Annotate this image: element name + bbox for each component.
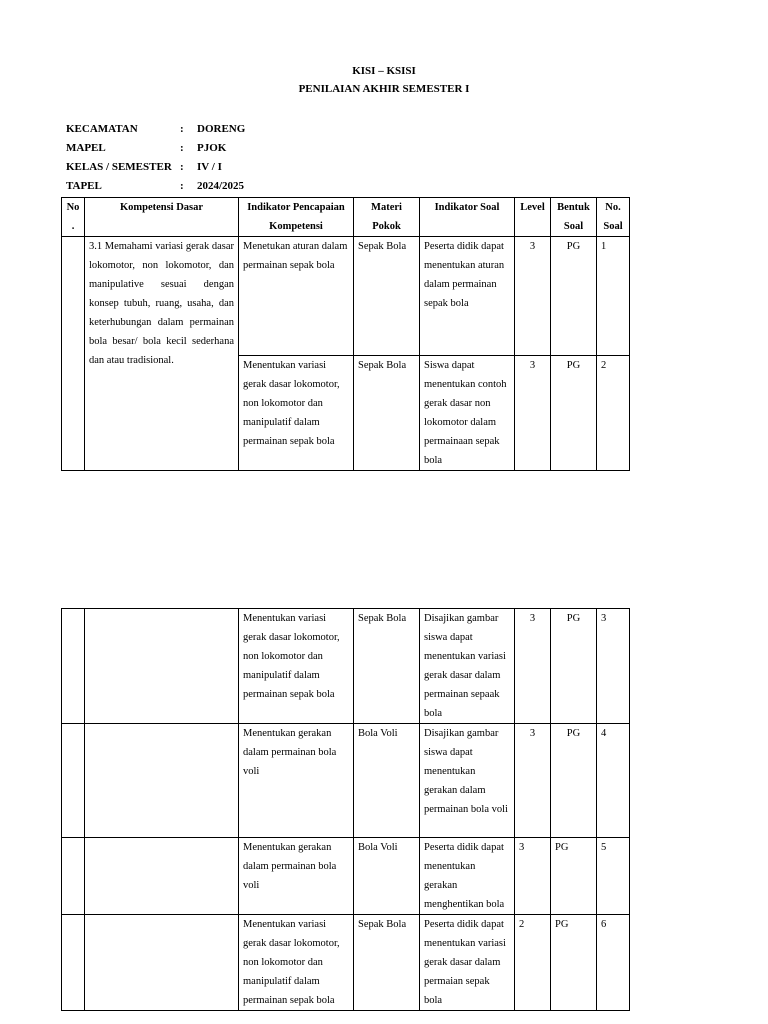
info-label: KECAMATAN [66,123,138,135]
cell-level: 3 [515,237,551,356]
cell-indikator-soal: Peserta didik dapat menentukan gerakan menghentikan bola [420,838,515,915]
info-value: 2024/2025 [197,180,245,192]
cell-kompetensi-dasar: 3.1 Memahami variasi gerak dasar lokomotor, non lokomotor, dan manipulative sesuai dengan konsep tubuh, ruang, usaha, dan keterhubungan dalam permainan bola besar/ bola kecil sederhana dan atau tradisional. [85,237,239,471]
header-indikator-soal: Indikator Soal [420,198,515,237]
table-row [62,915,630,1011]
cell-indikator-pencapaian: Menetukan aturan dalam permainan sepak bola [239,237,354,356]
cell-kompetensi-dasar [85,838,239,915]
cell-indikator-pencapaian: Menentukan variasi gerak dasar lokomotor, non lokomotor dan manipulatif dalam permainan sepak bola [239,609,354,724]
header-bentuk-soal: Bentuk Soal [551,198,597,237]
cell-no [62,609,85,724]
cell-materi: Sepak Bola [354,915,420,1011]
cell-bentuk: PG [551,609,597,724]
info-label: MAPEL [66,142,106,154]
cell-no-soal: 2 [597,356,630,471]
cell-materi: Sepak Bola [354,356,420,471]
cell-indikator-soal: Siswa dapat menentukan contoh gerak dasar non lokomotor dalam permainaan sepak bola [420,356,515,471]
cell-no [62,915,85,1011]
info-colon: : [180,142,184,154]
document-title: KISI – KSISI [352,65,416,77]
header-indikator-pencapaian: Indikator Pencapaian Kompetensi [239,198,354,237]
cell-level: 3 [515,609,551,724]
table-header-row [62,198,630,237]
info-row-kelas [66,159,245,178]
info-value: PJOK [197,142,227,154]
cell-indikator-soal: Peserta didik dapat menentukan variasi gerak dasar dalam permaian sepak bola [420,915,515,1011]
header-level: Level [515,198,551,237]
cell-no [62,237,85,471]
kisi-table-page2 [61,608,630,1011]
cell-no [62,838,85,915]
cell-no-soal: 1 [597,237,630,356]
cell-no [62,724,85,838]
cell-kompetensi-dasar [85,915,239,1011]
cell-indikator-pencapaian: Menentukan variasi gerak dasar lokomotor, non lokomotor dan manipulatif dalam permainan sepak bola [239,915,354,1011]
cell-indikator-pencapaian: Menentukan gerakan dalam permainan bola voli [239,838,354,915]
cell-materi: Sepak Bola [354,609,420,724]
info-row-mapel [66,140,245,159]
header-no: No . [62,198,85,237]
cell-no-soal: 5 [597,838,630,915]
cell-level: 3 [515,724,551,838]
cell-bentuk: PG [551,356,597,471]
info-label: KELAS / SEMESTER [66,161,172,173]
cell-materi: Bola Voli [354,724,420,838]
cell-level: 3 [515,838,551,915]
document-subtitle: PENILAIAN AKHIR SEMESTER I [298,83,470,95]
cell-kompetensi-dasar [85,609,239,724]
table-row [62,609,630,724]
header-no-soal: No. Soal [597,198,630,237]
cell-indikator-soal: Disajikan gambar siswa dapat menentukan variasi gerak dasar dalam permainan sepaak bola [420,609,515,724]
table-row [62,724,630,838]
cell-bentuk: PG [551,838,597,915]
cell-indikator-soal: Peserta didik dapat menentukan aturan dalam permainan sepak bola [420,237,515,356]
cell-level: 2 [515,915,551,1011]
info-label: TAPEL [66,180,102,192]
cell-level: 3 [515,356,551,471]
cell-no-soal: 3 [597,609,630,724]
cell-indikator-pencapaian: Menentukan variasi gerak dasar lokomotor, non lokomotor dan manipulatif dalam permainan sepak bola [239,356,354,471]
cell-bentuk: PG [551,915,597,1011]
cell-no-soal: 6 [597,915,630,1011]
table-row [62,838,630,915]
info-row-kecamatan [66,121,245,140]
cell-materi: Sepak Bola [354,237,420,356]
info-colon: : [180,180,184,192]
kisi-table-page1 [61,197,630,471]
info-value: DORENG [197,123,246,135]
info-value: IV / I [197,161,222,173]
cell-kompetensi-dasar [85,724,239,838]
info-row-tapel [66,178,245,197]
cell-bentuk: PG [551,724,597,838]
header-kompetensi-dasar: Kompetensi Dasar [85,198,239,237]
cell-indikator-pencapaian: Menentukan gerakan dalam permainan bola voli [239,724,354,838]
info-colon: : [180,161,184,173]
header-materi-pokok: Materi Pokok [354,198,420,237]
info-block [66,121,245,197]
cell-indikator-soal: Disajikan gambar siswa dapat menentukan gerakan dalam permainan bola voli [420,724,515,838]
cell-materi: Bola Voli [354,838,420,915]
cell-no-soal: 4 [597,724,630,838]
cell-bentuk: PG [551,237,597,356]
info-colon: : [180,123,184,135]
table-row [62,237,630,356]
